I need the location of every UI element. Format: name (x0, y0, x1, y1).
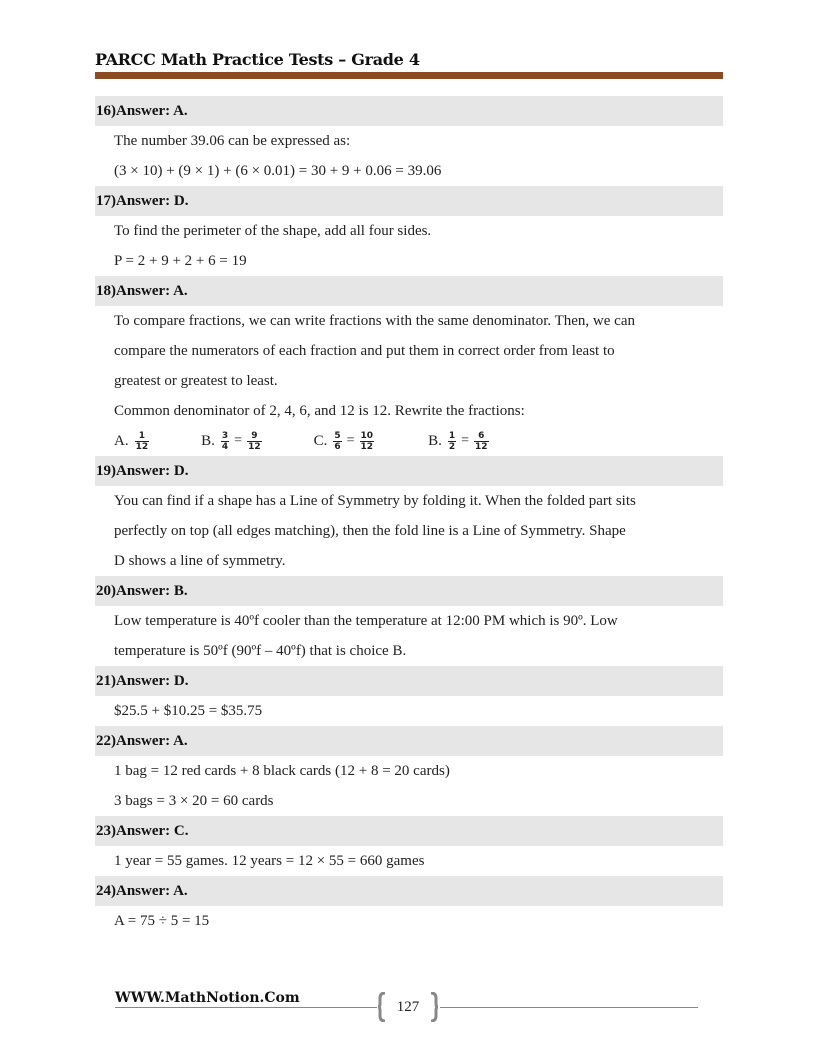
explanation-line: compare the numerators of each fraction and put them in correct order from least to (114, 343, 615, 359)
answer-heading: 22)Answer: A. (95, 726, 723, 756)
fraction-numerator: 3 (221, 430, 229, 441)
footer-website: WWW.MathNotion.Com (115, 990, 300, 1006)
explanation-line: P = 2 + 9 + 2 + 6 = 19 (114, 253, 247, 269)
answer-heading: 18)Answer: A. (95, 276, 723, 306)
explanation-line: greatest or greatest to least. (114, 373, 278, 389)
explanation-line: Common denominator of 2, 4, 6, and 12 is 12. Rewrite the fractions: (114, 403, 525, 419)
fraction-option (201, 431, 263, 452)
fraction-denominator: 12 (360, 441, 374, 452)
explanation-line: $25.5 + $10.25 = $35.75 (114, 703, 263, 719)
explanation-line: The number 39.06 can be expressed as: (114, 133, 351, 149)
fraction-option-label: B. (201, 432, 215, 449)
fraction-numerator: 10 (360, 430, 374, 441)
fraction-numerator: 1 (448, 430, 456, 441)
answer-heading: 24)Answer: A. (95, 876, 723, 906)
fraction-numerator: 9 (251, 430, 258, 441)
footer-rule-left (115, 1007, 377, 1008)
fraction (360, 431, 375, 452)
equals-sign: = (461, 433, 469, 448)
explanation-line: Low temperature is 40ºf cooler than the temperature at 12:00 PM which is 90º. Low (114, 613, 618, 629)
answer-heading: 23)Answer: C. (95, 816, 723, 846)
fraction-option-label: C. (313, 432, 328, 449)
fraction-row (95, 426, 723, 456)
header-rule (95, 72, 723, 79)
fraction-denominator: 12 (135, 441, 149, 452)
equals-sign: = (346, 433, 355, 448)
fraction-option (428, 431, 490, 452)
answer-heading: 16)Answer: A. (95, 96, 723, 126)
answer-heading: 19)Answer: D. (95, 456, 723, 486)
explanation-line: perfectly on top (all edges matching), then the fold line is a Line of Symmetry. Shape (114, 523, 626, 539)
fraction-option (314, 431, 376, 452)
answer-heading: 20)Answer: B. (95, 576, 723, 606)
fraction-denominator: 6 (334, 441, 341, 452)
fraction (333, 431, 341, 452)
explanation-line: You can find if a shape has a Line of Symmetry by folding it. When the folded part sits (114, 493, 636, 509)
fraction-denominator: 2 (448, 441, 456, 452)
page-number-box (378, 992, 438, 1022)
fraction (135, 431, 150, 452)
explanation-line: A = 75 ÷ 5 = 15 (114, 913, 210, 929)
explanation-line: D shows a line of symmetry. (114, 553, 286, 569)
fraction-denominator: 12 (475, 441, 488, 452)
answer-heading: 17)Answer: D. (95, 186, 723, 216)
page-header-title: PARCC Math Practice Tests – Grade 4 (95, 50, 420, 69)
fraction-option (114, 431, 151, 452)
explanation-line: To find the perimeter of the shape, add all four sides. (114, 223, 432, 239)
fraction (448, 431, 456, 452)
fraction-option-label: A. (114, 432, 129, 449)
fraction-option-label: B. (428, 432, 442, 449)
fraction (221, 431, 229, 452)
answer-heading: 21)Answer: D. (95, 666, 723, 696)
fraction-numerator: 6 (478, 430, 485, 441)
fraction-numerator: 5 (334, 430, 341, 441)
fraction (247, 431, 262, 452)
explanation-line: (3 × 10) + (9 × 1) + (6 × 0.01) = 30 + 9 + 0.06 = 39.06 (114, 163, 442, 179)
explanation-line: temperature is 50ºf (90ºf – 40ºf) that is choice B. (114, 643, 407, 659)
fraction-denominator: 4 (221, 441, 229, 452)
explanation-line: To compare fractions, we can write fractions with the same denominator. Then, we can (114, 313, 635, 329)
explanation-line: 1 year = 55 games. 12 years = 12 × 55 = 660 games (114, 853, 425, 869)
explanation-line: 3 bags = 3 × 20 = 60 cards (114, 793, 274, 809)
page-number: 127 (396, 999, 420, 1015)
fraction-numerator: 1 (138, 430, 145, 441)
explanation-line: 1 bag = 12 red cards + 8 black cards (12 + 8 = 20 cards) (114, 763, 450, 779)
equals-sign: = (234, 433, 243, 448)
answer-key-content (95, 96, 723, 936)
fraction (474, 431, 489, 452)
footer-rule-right (440, 1007, 698, 1008)
fraction-denominator: 12 (248, 441, 261, 452)
